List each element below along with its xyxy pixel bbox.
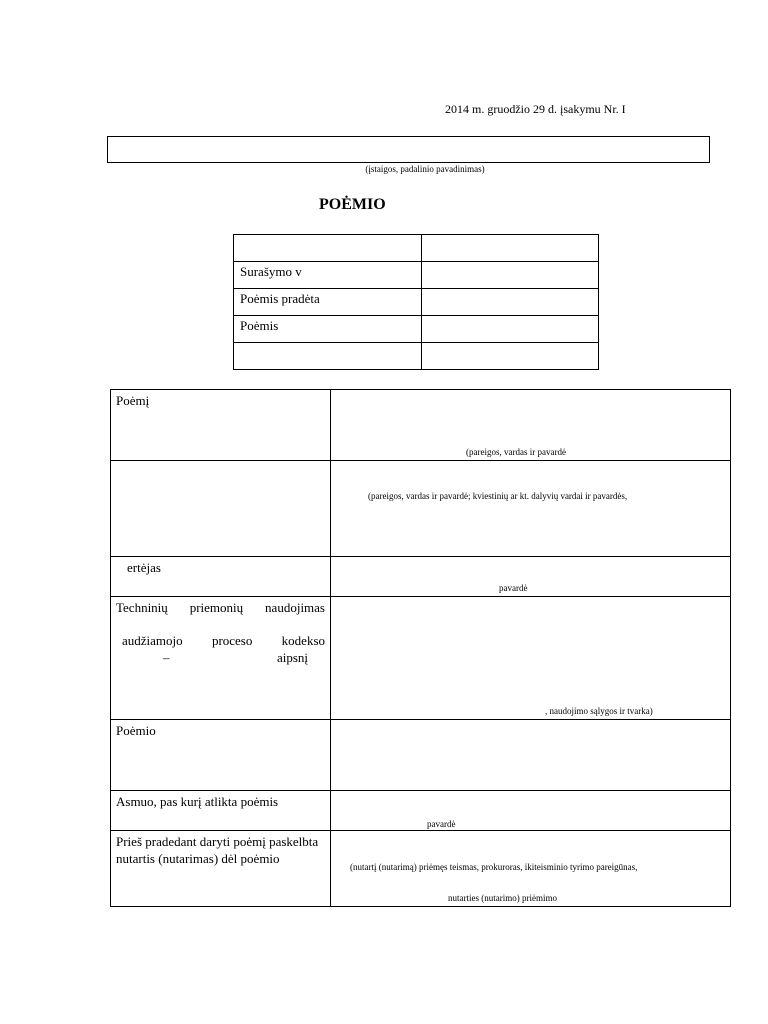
- person-row: [111, 791, 731, 831]
- article-label: aipsnį: [276, 650, 308, 665]
- info-value[interactable]: [422, 235, 599, 262]
- info-table: [233, 234, 599, 370]
- participants-label: [111, 461, 331, 557]
- document-title: POĖMIO: [319, 196, 386, 213]
- institution-caption: (įstaigos, padalinio pavadinimas): [365, 164, 485, 174]
- info-value[interactable]: [422, 316, 599, 343]
- interpreter-label: ertėjas: [111, 557, 331, 597]
- interpreter-row: [111, 557, 731, 597]
- procedure-code-label: audžiamojo proceso kodekso: [122, 633, 325, 648]
- info-value[interactable]: [422, 262, 599, 289]
- ruling-field[interactable]: [331, 831, 731, 907]
- technical-means-label: Techninių priemonių naudojimas: [116, 600, 325, 615]
- ruling-row: [111, 831, 731, 907]
- seizure-performer-label: Poėmį: [111, 390, 331, 461]
- main-table: [110, 389, 731, 907]
- technical-means-hint: , naudojimo sąlygos ir tvarka): [545, 706, 653, 716]
- info-row: [234, 343, 599, 370]
- interpreter-field[interactable]: [331, 557, 731, 597]
- info-label: [234, 343, 422, 370]
- seizure-purpose-label: Poėmio: [111, 720, 331, 791]
- ruling-date-hint: nutarties (nutarimo) priėmimo: [448, 893, 557, 903]
- order-reference: 2014 m. gruodžio 29 d. įsakymu Nr. I: [445, 102, 626, 116]
- interpreter-hint: pavardė: [499, 583, 528, 593]
- seizure-performer-field[interactable]: [331, 390, 731, 461]
- participants-row: [111, 461, 731, 557]
- info-value[interactable]: [422, 289, 599, 316]
- institution-name-box[interactable]: [107, 136, 710, 163]
- info-value[interactable]: [422, 343, 599, 370]
- participants-hint: (pareigos, vardas ir pavardė; kviestinių ar kt. dalyvių vardai ir pavardės,: [368, 491, 628, 501]
- article-dash: –: [163, 650, 170, 665]
- ruling-hint: (nutartį (nutarimą) priėmęs teismas, prokuroras, ikiteisminio tyrimo pareigūnas,: [350, 862, 638, 872]
- seizure-performer-hint: (pareigos, vardas ir pavardė: [466, 447, 566, 457]
- technical-means-field[interactable]: [331, 597, 731, 720]
- info-label: Poėmis pradėta: [234, 289, 422, 316]
- person-hint: pavardė: [427, 819, 456, 829]
- participants-field[interactable]: [331, 461, 731, 557]
- ruling-label: Prieš pradedant daryti poėmį paskelbta nutartis (nutarimas) dėl poėmio: [111, 831, 331, 907]
- info-label: [234, 235, 422, 262]
- technical-means-cell: [111, 597, 331, 720]
- seizure-purpose-field[interactable]: [331, 720, 731, 791]
- info-row: [234, 316, 599, 343]
- seizure-purpose-row: [111, 720, 731, 791]
- person-label: Asmuo, pas kurį atlikta poėmis: [111, 791, 331, 831]
- info-row: [234, 235, 599, 262]
- info-label: Poėmis: [234, 316, 422, 343]
- info-label: Surašymo v: [234, 262, 422, 289]
- seizure-performer-row: [111, 390, 731, 461]
- info-row: [234, 262, 599, 289]
- technical-means-row: [111, 597, 731, 720]
- article-line: [116, 649, 325, 666]
- info-row: [234, 289, 599, 316]
- person-field[interactable]: [331, 791, 731, 831]
